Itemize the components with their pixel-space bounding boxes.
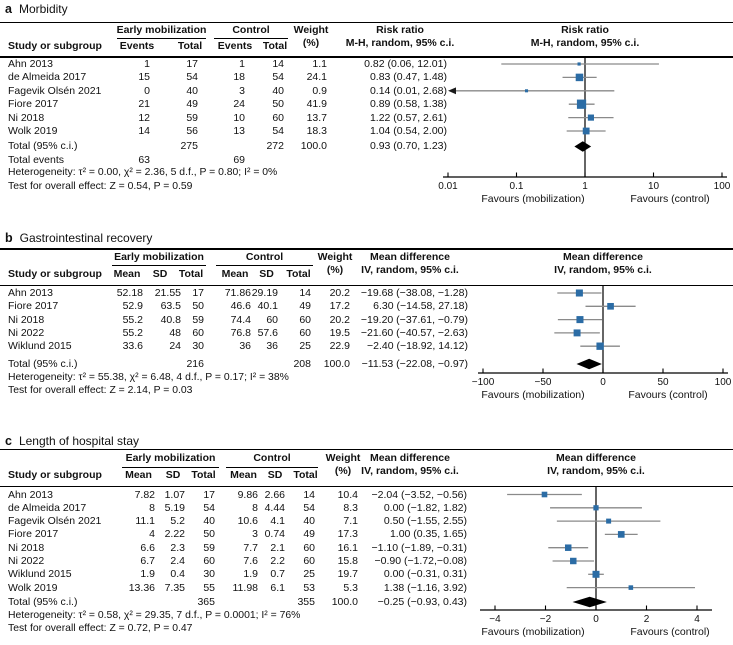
value-cell: 55.2 — [122, 326, 143, 339]
value-cell: 46.6 — [230, 300, 251, 313]
study-name: Ni 2018 — [8, 313, 45, 326]
value-cell: 7.82 — [134, 488, 155, 501]
ci-arrow-left — [448, 87, 456, 94]
panel-letter: b — [5, 231, 13, 245]
effect-square — [593, 505, 598, 510]
value-cell: 59 — [186, 111, 198, 124]
value-cell: 24 — [233, 98, 245, 111]
forest-plot — [0, 0, 733, 228]
effect-square — [574, 329, 581, 336]
value-cell: 11.98 — [232, 581, 258, 594]
effect-label: 0.82 (0.06, 12.01) — [364, 58, 447, 70]
value-cell: 48 — [169, 326, 181, 339]
value-cell: 54 — [272, 71, 284, 84]
effect-label: 0.00 (−1.82, 1.82) — [383, 501, 467, 514]
study-name: Ahn 2013 — [8, 58, 53, 70]
value-cell: 2.66 — [264, 488, 285, 501]
sub-header-events: Events — [217, 40, 253, 52]
heterogeneity-line: Heterogeneity: τ² = 55.38, χ² = 6.48, 4 d.f., P = 0.17; I² = 38% — [8, 371, 289, 383]
value-cell: 4.44 — [264, 501, 285, 514]
weight-header-line: Weight — [317, 251, 353, 263]
effect-square — [593, 571, 600, 578]
total-g2: 355 — [297, 595, 315, 608]
group1-header: Early mobilization — [116, 24, 207, 36]
value-cell: 56 — [186, 125, 198, 137]
total-weight: 100.0 — [300, 140, 327, 152]
value-cell: 63.5 — [160, 300, 181, 313]
total-events-label: Total events — [8, 153, 65, 166]
total-diamond — [574, 141, 591, 151]
value-cell: 1.07 — [164, 488, 185, 501]
value-cell: 60 — [303, 541, 315, 554]
forest-plot — [0, 228, 733, 432]
panel-letter: c — [5, 434, 12, 448]
group1-header: Early mobilization — [125, 452, 216, 464]
effect-label: −2.40 (−18.92, 14.12) — [367, 340, 468, 353]
value-cell: 17 — [203, 488, 215, 501]
value-cell: 33.6 — [122, 340, 143, 353]
favours-right-label: Favours (control) — [630, 626, 710, 638]
study-name: Wiklund 2015 — [8, 340, 72, 353]
value-cell: 2.1 — [270, 541, 285, 554]
effect-label: 0.14 (0.01, 2.68) — [369, 84, 447, 97]
axis-tick-label: 10 — [647, 181, 660, 192]
effect-square — [629, 585, 634, 590]
effect-header-line: Mean difference — [370, 251, 450, 263]
value-cell: 40.1 — [257, 300, 278, 313]
effect-label: 1.04 (0.54, 2.00) — [369, 125, 447, 137]
value-cell: 15 — [138, 71, 150, 84]
value-cell: 40 — [203, 515, 215, 528]
weight-cell: 5.3 — [343, 581, 358, 594]
study-name: Wolk 2019 — [8, 581, 58, 594]
panel-title: Gastrointestinal recovery — [19, 231, 153, 245]
weight-cell: 19.5 — [329, 326, 350, 339]
value-cell: 60 — [272, 111, 284, 124]
effect-square — [570, 558, 576, 564]
axis-tick-label: 4 — [694, 614, 700, 625]
study-name: Fiore 2017 — [8, 98, 59, 111]
sub-header-mean: Mean — [221, 267, 249, 280]
axis-tick-label: 1 — [582, 181, 588, 192]
effect-header-line: M-H, random, 95% c.i. — [345, 36, 455, 49]
value-cell: 1 — [144, 58, 150, 70]
weight-header-line: (%) — [326, 263, 344, 276]
total-g2: 272 — [266, 140, 284, 152]
value-cell: 54 — [272, 125, 284, 137]
value-cell: 60 — [299, 313, 311, 326]
study-name: Wiklund 2015 — [8, 568, 72, 581]
sub-header-sd: SD — [259, 267, 274, 280]
axis-tick-label: 0 — [600, 377, 606, 388]
effect-square — [577, 100, 586, 109]
total-diamond — [577, 359, 602, 369]
value-cell: 7.7 — [243, 541, 258, 554]
value-cell: 7.35 — [164, 581, 185, 594]
value-cell: 76.8 — [230, 326, 251, 339]
axis-tick-label: 0.01 — [438, 181, 458, 192]
weight-header-line: (%) — [334, 464, 352, 477]
effect-square — [596, 343, 603, 350]
axis-tick-label: −50 — [534, 377, 552, 388]
effect-square — [618, 531, 625, 538]
total-row-label: Total (95% c.i.) — [8, 357, 78, 370]
effect-square — [606, 519, 611, 524]
value-cell: 1.9 — [140, 568, 155, 581]
weight-cell: 17.3 — [337, 528, 358, 541]
study-name: Ahn 2013 — [8, 488, 53, 501]
value-cell: 2.4 — [170, 555, 185, 567]
effect-header-line: IV, random, 95% c.i. — [361, 464, 459, 477]
value-cell: 49 — [299, 300, 311, 313]
value-cell: 54 — [186, 71, 198, 84]
overall-test-line: Test for overall effect: Z = 0.72, P = 0.47 — [8, 623, 193, 634]
total-row-label: Total (95% c.i.) — [8, 140, 78, 152]
overall-test-line: Test for overall effect: Z = 2.14, P = 0.03 — [8, 385, 193, 396]
value-cell: 4.1 — [270, 515, 285, 528]
sub-header-total: Total — [286, 267, 311, 280]
value-cell: 49 — [186, 98, 198, 111]
favours-right-label: Favours (control) — [628, 389, 708, 401]
value-cell: 71.86 — [224, 287, 251, 299]
total-events-g1: 63 — [138, 153, 150, 166]
value-cell: 7.6 — [243, 555, 258, 567]
value-cell: 2.22 — [164, 528, 185, 541]
weight-cell: 20.2 — [329, 287, 350, 299]
study-name: Fiore 2017 — [8, 528, 59, 541]
value-cell: 0 — [144, 84, 150, 97]
axis-tick-label: 100 — [713, 181, 731, 192]
weight-cell: 24.1 — [306, 71, 327, 84]
study-name: Ni 2022 — [8, 326, 45, 339]
effect-header-line: Risk ratio — [376, 24, 424, 36]
value-cell: 24 — [169, 340, 181, 353]
effect-label: 6.30 (−14.58, 27.18) — [373, 300, 468, 313]
value-cell: 40 — [186, 84, 198, 97]
value-cell: 59 — [203, 541, 215, 554]
effect-square — [607, 303, 614, 310]
group2-header: Control — [245, 251, 284, 263]
effect-label: 0.00 (−0.31, 0.31) — [383, 568, 467, 581]
effect-label: 0.89 (0.58, 1.38) — [369, 98, 447, 111]
panel-letter: a — [5, 2, 12, 16]
study-name: Ni 2018 — [8, 111, 45, 124]
study-name: Fagevik Olsén 2021 — [8, 84, 102, 97]
plot-header-line: Mean difference — [556, 452, 636, 464]
sub-header-total: Total — [178, 267, 204, 280]
value-cell: 55.2 — [122, 313, 143, 326]
effect-label: −0.90 (−1.72,−0.08) — [374, 555, 467, 567]
effect-square — [565, 544, 571, 550]
heterogeneity-line: Heterogeneity: τ² = 0.00, χ² = 2.36, 5 d.f., P = 0.80; I² = 0% — [8, 167, 278, 178]
value-cell: 10 — [233, 111, 245, 124]
value-cell: 30 — [203, 568, 215, 581]
value-cell: 3 — [239, 84, 245, 97]
value-cell: 0.74 — [264, 528, 285, 541]
axis-tick-label: −100 — [471, 377, 495, 388]
weight-cell: 17.2 — [329, 300, 350, 313]
value-cell: 50 — [272, 98, 284, 111]
axis-tick-label: 50 — [657, 377, 669, 388]
value-cell: 52.9 — [122, 300, 143, 313]
sub-header-sd: SD — [267, 469, 283, 481]
weight-cell: 7.1 — [343, 515, 358, 528]
value-cell: 2.3 — [170, 541, 185, 554]
value-cell: 1 — [239, 58, 245, 70]
value-cell: 14 — [303, 488, 315, 501]
overall-test-line: Test for overall effect: Z = 0.54, P = 0.59 — [8, 180, 193, 192]
effect-header-line: Mean difference — [370, 452, 450, 464]
value-cell: 3 — [252, 528, 258, 541]
weight-header-line: (%) — [302, 36, 320, 49]
sub-header-sd: SD — [152, 267, 168, 280]
effect-label: 1.00 (0.35, 1.65) — [389, 528, 467, 541]
effect-label: −19.20 (−37.61, −0.79) — [360, 313, 468, 326]
panel-title: Morbidity — [18, 2, 68, 16]
study-name: de Almeida 2017 — [8, 71, 87, 84]
effect-label: 1.38 (−1.16, 3.92) — [383, 581, 467, 594]
value-cell: 6.6 — [140, 541, 155, 554]
value-cell: 60 — [203, 555, 215, 567]
axis-tick-label: 0.1 — [509, 181, 524, 192]
value-cell: 14 — [299, 287, 311, 299]
study-column-header: Study or subgroup — [8, 469, 102, 481]
effect-square — [525, 89, 528, 92]
value-cell: 4 — [149, 528, 155, 541]
study-name: Fiore 2017 — [8, 300, 59, 313]
weight-cell: 18.3 — [306, 125, 327, 137]
total-g1: 275 — [180, 140, 198, 152]
total-events-g2: 69 — [233, 153, 245, 166]
value-cell: 8 — [252, 501, 258, 514]
axis-tick-label: 100 — [714, 377, 732, 388]
weight-cell: 10.4 — [337, 488, 358, 501]
weight-cell: 13.7 — [306, 111, 327, 124]
value-cell: 54 — [203, 501, 215, 514]
effect-square — [542, 492, 548, 498]
axis-tick-label: 2 — [643, 614, 650, 625]
value-cell: 14 — [272, 58, 284, 70]
weight-cell: 19.7 — [337, 568, 358, 581]
study-column-header: Study or subgroup — [8, 267, 102, 280]
study-name: de Almeida 2017 — [8, 501, 87, 514]
effect-label: 1.22 (0.57, 2.61) — [369, 111, 447, 124]
sub-header-total: Total — [177, 40, 203, 52]
plot-header-line: IV, random, 95% c.i. — [554, 263, 652, 276]
favours-left-label: Favours (mobilization) — [481, 389, 585, 401]
plot-header-line: M-H, random, 95% c.i. — [530, 36, 640, 49]
effect-square — [576, 289, 583, 296]
value-cell: 52.18 — [116, 287, 143, 299]
value-cell: 18 — [233, 71, 245, 84]
weight-cell: 15.8 — [337, 555, 358, 567]
value-cell: 50 — [192, 300, 204, 313]
panel-c — [0, 432, 733, 645]
value-cell: 0.4 — [170, 568, 185, 581]
total-row-label: Total (95% c.i.) — [8, 595, 78, 608]
value-cell: 6.7 — [140, 555, 155, 567]
value-cell: 59 — [192, 313, 204, 326]
study-name: Ahn 2013 — [8, 287, 53, 299]
sub-header-total: Total — [191, 469, 216, 481]
sub-header-total: Total — [293, 469, 318, 481]
value-cell: 8 — [149, 501, 155, 514]
group2-header: Control — [253, 452, 291, 464]
sub-header-mean: Mean — [113, 267, 141, 280]
total-g2: 208 — [293, 357, 311, 370]
value-cell: 55 — [203, 581, 215, 594]
effect-label: 0.50 (−1.55, 2.55) — [383, 515, 467, 528]
value-cell: 2.2 — [270, 555, 285, 567]
value-cell: 74.4 — [230, 313, 251, 326]
effect-square — [578, 62, 581, 65]
weight-cell: 16.1 — [337, 541, 358, 554]
plot-header-line: Risk ratio — [561, 24, 609, 36]
value-cell: 25 — [299, 340, 311, 353]
forest-plot — [0, 432, 733, 645]
total-g1: 365 — [197, 595, 215, 608]
group1-header: Early mobilization — [114, 251, 204, 263]
value-cell: 40 — [272, 84, 284, 97]
value-cell: 40 — [303, 515, 315, 528]
sub-header-mean: Mean — [125, 469, 152, 481]
axis-tick-label: −4 — [489, 614, 501, 625]
sub-header-events: Events — [119, 40, 155, 52]
value-cell: 60 — [299, 326, 311, 339]
value-cell: 29.19 — [251, 287, 278, 299]
value-cell: 0.7 — [270, 568, 285, 581]
study-name: Wolk 2019 — [8, 125, 58, 137]
total-weight: 100.0 — [331, 595, 358, 608]
value-cell: 21 — [138, 98, 150, 111]
effect-square — [588, 115, 594, 121]
value-cell: 6.1 — [270, 581, 285, 594]
value-cell: 36 — [266, 340, 278, 353]
weight-cell: 1.1 — [312, 58, 327, 70]
value-cell: 54 — [303, 501, 315, 514]
effect-label: 0.83 (0.47, 1.48) — [369, 71, 447, 84]
effect-square — [576, 316, 583, 323]
sub-header-sd: SD — [165, 469, 181, 481]
value-cell: 12 — [138, 111, 150, 124]
value-cell: 53 — [303, 581, 315, 594]
weight-cell: 41.9 — [306, 98, 327, 111]
effect-square — [576, 74, 583, 81]
value-cell: 17 — [192, 287, 204, 299]
value-cell: 57.6 — [257, 326, 278, 339]
effect-label: −21.60 (−40.57, −2.63) — [360, 326, 468, 339]
axis-tick-label: 0 — [593, 614, 599, 625]
weight-cell: 8.3 — [343, 501, 358, 514]
value-cell: 1.9 — [243, 568, 258, 581]
sub-header-total: Total — [262, 40, 288, 52]
plot-header-line: IV, random, 95% c.i. — [547, 464, 645, 477]
value-cell: 60 — [192, 326, 204, 339]
study-name: Ni 2018 — [8, 541, 45, 554]
value-cell: 10.6 — [237, 515, 258, 528]
weight-header-line: Weight — [293, 24, 329, 36]
value-cell: 40.8 — [160, 313, 181, 326]
value-cell: 21.55 — [154, 287, 181, 299]
value-cell: 30 — [192, 340, 204, 353]
study-name: Ni 2022 — [8, 555, 45, 567]
value-cell: 13.36 — [128, 581, 155, 594]
effect-square — [583, 128, 590, 135]
total-g1: 216 — [186, 357, 204, 370]
value-cell: 50 — [203, 528, 215, 541]
effect-label: −19.68 (−38.08, −1.28) — [360, 287, 468, 299]
total-effect-label: 0.93 (0.70, 1.23) — [369, 140, 447, 152]
plot-header-line: Mean difference — [563, 251, 643, 263]
sub-header-mean: Mean — [230, 469, 257, 481]
value-cell: 60 — [266, 313, 278, 326]
favours-left-label: Favours (mobilization) — [481, 626, 585, 638]
effect-label: −1.10 (−1.89, −0.31) — [371, 541, 467, 554]
value-cell: 60 — [303, 555, 315, 567]
group2-header: Control — [232, 24, 270, 36]
favours-left-label: Favours (mobilization) — [481, 193, 585, 205]
value-cell: 5.2 — [170, 515, 185, 528]
total-effect-label: −11.53 (−22.08, −0.97) — [361, 357, 468, 370]
weight-header-line: Weight — [325, 452, 361, 464]
value-cell: 13 — [233, 125, 245, 137]
value-cell: 11.1 — [135, 515, 155, 528]
value-cell: 17 — [186, 58, 198, 70]
panel-title: Length of hospital stay — [18, 434, 140, 448]
total-diamond — [573, 597, 607, 607]
panel-a — [0, 0, 733, 228]
value-cell: 36 — [239, 340, 251, 353]
weight-cell: 0.9 — [312, 84, 327, 97]
effect-label: −2.04 (−3.52, −0.56) — [371, 488, 467, 501]
value-cell: 49 — [303, 528, 315, 541]
value-cell: 14 — [138, 125, 150, 137]
weight-cell: 20.2 — [329, 313, 350, 326]
axis-tick-label: −2 — [539, 614, 552, 625]
value-cell: 25 — [303, 568, 315, 581]
effect-header-line: IV, random, 95% c.i. — [361, 263, 459, 276]
total-effect-label: −0.25 (−0.93, 0.43) — [377, 595, 467, 608]
heterogeneity-line: Heterogeneity: τ² = 0.58, χ² = 29.35, 7 d.f., P = 0.0001; I² = 76% — [8, 609, 301, 621]
panel-b — [0, 228, 733, 432]
value-cell: 9.86 — [237, 488, 258, 501]
study-column-header: Study or subgroup — [8, 40, 102, 52]
total-weight: 100.0 — [323, 357, 350, 370]
weight-cell: 22.9 — [329, 340, 350, 353]
study-name: Fagevik Olsén 2021 — [8, 515, 102, 528]
favours-right-label: Favours (control) — [630, 193, 710, 205]
value-cell: 5.19 — [164, 501, 185, 514]
